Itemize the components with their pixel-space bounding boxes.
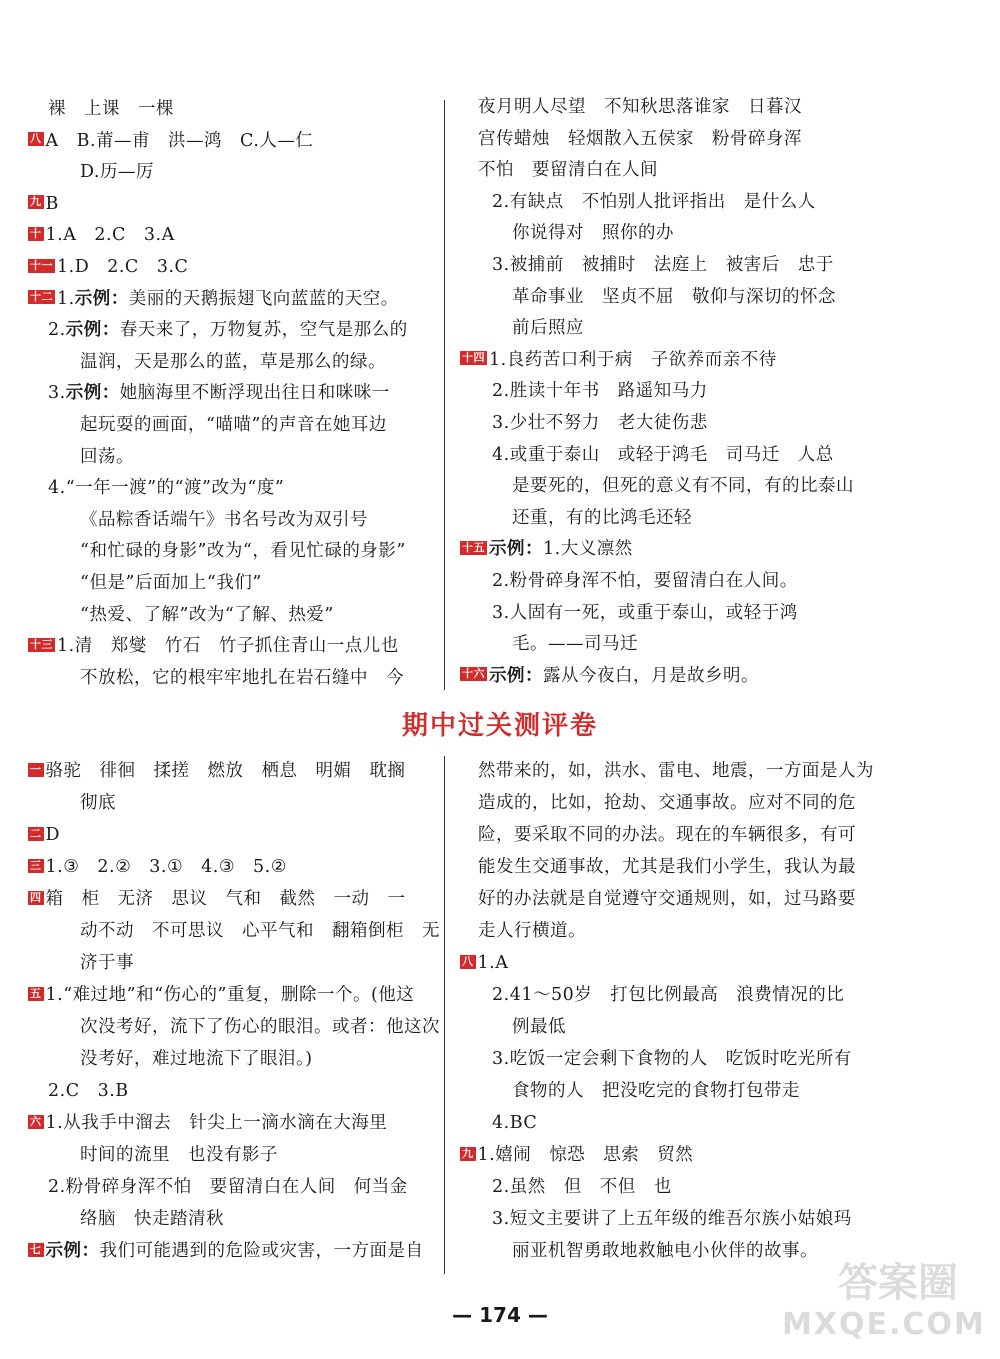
answer-line: [492, 598, 798, 628]
answer-line: [478, 92, 802, 122]
answer-line: [80, 157, 154, 187]
answer-line: [460, 661, 759, 691]
answer-line: [512, 629, 638, 659]
answer-line: [28, 1108, 387, 1138]
answer-line: [478, 756, 874, 786]
question-number-tag: 十一: [30, 258, 53, 272]
watermark-url: MXQE.COM: [782, 1307, 986, 1342]
answer-text: 我们可能遇到的危险或灾害，一方面是自: [99, 1241, 424, 1261]
answer-line: [28, 126, 313, 156]
answer-line: [492, 376, 708, 406]
answer-line: [80, 442, 134, 472]
column-divider-bottom: [444, 756, 445, 1274]
answer-text: 宫传蜡烛 轻烟散入五侯家 粉骨碎身浑: [478, 128, 802, 149]
answer-text: 《品粽香话端午》书名号改为双引号: [80, 509, 368, 530]
page-number: — 174 —: [452, 1303, 548, 1327]
answer-line: [80, 1204, 224, 1234]
answer-line: [28, 1236, 424, 1266]
answer-text: 食物的人 把没吃完的食物打包带走: [512, 1081, 800, 1101]
answer-text: 2.有缺点 不怕别人批评指出 是什么人: [492, 191, 816, 212]
answer-text: 4.“一年一渡”的“渡”改为“度”: [48, 478, 285, 499]
answer-line: [28, 189, 59, 219]
question-number-tag: 七: [30, 1242, 42, 1256]
answer-line: [80, 1012, 440, 1042]
example-label: 示例：: [65, 320, 120, 341]
answer-text: 2.粉骨碎身浑不怕，要留清白在人间。: [492, 571, 798, 591]
answer-line: [80, 788, 116, 818]
question-number-tag: 五: [30, 986, 42, 1000]
answer-line: [478, 852, 856, 882]
answer-text: 丽亚机智勇敢地救触电小伙伴的故事。: [512, 1241, 818, 1261]
answer-text: 例最低: [512, 1017, 566, 1037]
answer-line: [80, 600, 334, 630]
question-number-tag: 一: [30, 762, 42, 776]
answer-text: 济于事: [80, 953, 134, 973]
question-number-tag: 十四: [462, 351, 485, 365]
example-label: 示例：: [74, 288, 129, 309]
answer-text: 不怕 要留清白在人间: [478, 160, 658, 181]
answer-text: 温润，天是那么的蓝，草是那么的绿。: [80, 351, 386, 372]
answer-text: 是要死的，但死的意义有不同，有的比泰山: [512, 476, 854, 497]
answer-text: 起玩耍的画面，“喵喵”的声音在她耳边: [80, 415, 387, 435]
answer-text: 3.被捕前 被捕时 法庭上 被害后 忠于: [492, 255, 834, 275]
question-number-tag: 三: [30, 858, 42, 872]
answer-line: [512, 1076, 800, 1106]
answer-text: 能发生交通事故，尤其是我们小学生，我认为最: [478, 857, 856, 877]
answer-text: 她脑海里不断浮现出往日和咪咪一: [119, 383, 390, 404]
answer-line: [492, 440, 834, 470]
answer-text: 还重，有的比鸿毛还轻: [512, 507, 692, 528]
answer-line: [478, 884, 856, 914]
answer-text: D: [45, 825, 61, 845]
answer-text: 2.41～50岁 打包比例最高 浪费情况的比: [492, 985, 845, 1005]
answer-text: 革命事业 坚贞不屈 敬仰与深切的怀念: [512, 286, 836, 307]
answer-text: 险，要采取不同的办法。现在的车辆很多，有可: [478, 825, 856, 845]
answer-line: [28, 284, 399, 314]
answer-line: [80, 536, 406, 566]
answer-text: 3.吃饭一定会剩下食物的人 吃饭时吃光所有: [492, 1049, 852, 1069]
question-number-tag: 十二: [30, 290, 53, 304]
answer-line: [478, 155, 658, 185]
answer-text: 然带来的，如，洪水、雷电、地震，一方面是人为: [478, 761, 874, 781]
answer-text: 4.或重于泰山 或轻于鸿毛 司马迁 人总: [492, 444, 834, 465]
answer-line: [492, 408, 708, 438]
answer-text: B: [45, 193, 59, 214]
answer-line: [28, 756, 406, 786]
column-divider-top: [444, 100, 445, 690]
question-number-tag: 十: [30, 226, 42, 240]
answer-line: [492, 566, 798, 596]
answer-text: 没考好，难过地流下了眼泪。): [80, 1049, 313, 1069]
answer-text: 4.BC: [492, 1113, 538, 1133]
answer-line: [28, 631, 399, 661]
answer-text: “和忙碌的身影”改为“，看见忙碌的身影”: [80, 541, 406, 562]
answer-text: 3.短文主要讲了上五年级的维吾尔族小姑娘玛: [492, 1209, 852, 1229]
answer-text: 络脑 快走踏清秋: [80, 1209, 224, 1229]
answer-line: [512, 1012, 566, 1042]
answer-line: [512, 1236, 818, 1266]
question-number-tag: 九: [462, 1146, 474, 1160]
answer-line: [460, 534, 633, 564]
answer-text: 走人行横道。: [478, 921, 586, 941]
answer-text: 夜月明人尽望 不知秋思落谁家 日暮汉: [478, 97, 802, 117]
answer-line: [80, 663, 404, 693]
answer-line: [460, 948, 508, 978]
question-number-tag: 十三: [30, 637, 53, 651]
answer-text: 时间的流里 也没有影子: [80, 1145, 278, 1165]
answer-line: [80, 916, 440, 946]
answer-text: 春天来了，万物复苏，空气是那么的: [119, 320, 408, 341]
watermark-logo: 答案圈: [838, 1260, 958, 1306]
answer-text: “热爱、了解”改为“了解、热爱”: [80, 604, 334, 625]
answer-text: A B.莆—甫 洪—鸿 C.人—仁: [45, 130, 314, 151]
answer-text: 彻底: [80, 793, 116, 813]
question-number-tag: 四: [30, 890, 42, 904]
example-label: 示例：: [489, 539, 543, 560]
answer-line: [492, 980, 844, 1010]
example-label: 示例：: [45, 1241, 100, 1261]
answer-line: [492, 1108, 537, 1138]
answer-line: [80, 1140, 278, 1170]
answer-line: [80, 568, 262, 598]
answer-text: 美丽的天鹅振翅飞向蓝蓝的天空。: [128, 288, 399, 309]
answer-line: [28, 980, 414, 1010]
answer-text: 2.胜读十年书 路遥知马力: [492, 381, 708, 402]
answer-text: 造成的，比如，抢劫、交通事故。应对不同的危: [478, 793, 856, 813]
answer-text: 2.粉骨碎身浑不怕 要留清白在人间 何当金: [48, 1177, 408, 1197]
answer-line: [478, 916, 586, 946]
answer-text: 1.大义凛然: [543, 539, 633, 560]
answer-line: [28, 884, 406, 914]
answer-text: 毛。——司马迁: [512, 634, 638, 655]
answer-text: 裸 上课 一棵: [48, 99, 174, 119]
answer-line: [460, 1140, 693, 1170]
answer-text: 不放松，它的根牢牢地扎在岩石缝中 今: [80, 667, 404, 688]
answer-text: “但是”后面加上“我们”: [80, 573, 262, 593]
question-number-tag: 八: [30, 132, 42, 146]
example-label: 示例：: [65, 383, 120, 404]
question-number-tag: 二: [30, 826, 42, 840]
answer-text: 好的办法就是自觉遵守交通规则，如，过马路要: [478, 889, 856, 909]
answer-line: [48, 378, 390, 408]
answer-line: [478, 124, 802, 154]
answer-text: 1.: [57, 288, 75, 309]
question-number-tag: 十五: [462, 540, 485, 554]
answer-text: 1.A 2.C 3.A: [45, 225, 175, 246]
answer-text: 箱 柜 无济 思议 气和 截然 一动 一: [45, 889, 406, 909]
answer-text: 1.嬉闹 惊恐 思索 贸然: [477, 1145, 694, 1165]
answer-text: 动不动 不可思议 心平气和 翻箱倒柜 无: [80, 921, 440, 941]
answer-line: [80, 948, 134, 978]
answer-text: 3.: [48, 383, 66, 404]
answer-line: [48, 1172, 408, 1202]
answer-line: [80, 1044, 313, 1074]
answer-text: 3.少壮不努力 老大徒伤悲: [492, 413, 708, 433]
answer-line: [460, 345, 777, 375]
answer-line: [492, 250, 834, 280]
question-number-tag: 八: [462, 954, 474, 968]
answer-line: [492, 1204, 852, 1234]
answer-text: 前后照应: [512, 318, 584, 339]
answer-line: [492, 1172, 672, 1202]
answer-line: [478, 820, 856, 850]
answer-text: 2.: [48, 320, 66, 341]
answer-line: [492, 187, 816, 217]
answer-line: [28, 820, 60, 850]
answer-line: [512, 313, 584, 343]
answer-text: 1.良药苦口利于病 子欲养而亲不待: [489, 349, 777, 370]
answer-line: [28, 852, 287, 882]
question-number-tag: 九: [30, 195, 42, 209]
answer-line: [80, 347, 386, 377]
answer-text: 1.③ 2.② 3.① 4.③ 5.②: [45, 857, 287, 877]
question-number-tag: 十六: [462, 667, 485, 681]
example-label: 示例：: [489, 665, 543, 686]
answer-text: 次没考好，流下了伤心的眼泪。或者：他这次: [80, 1017, 440, 1037]
answer-text: 2.虽然 但 不但 也: [492, 1177, 672, 1197]
answer-text: 1.A: [477, 953, 509, 973]
section-title: 期中过关测评卷: [401, 711, 598, 741]
answer-line: [48, 94, 174, 124]
answer-line: [512, 471, 854, 501]
watermark: [778, 1243, 988, 1353]
answer-line: [512, 503, 692, 533]
answer-line: [48, 315, 408, 345]
answer-text: 骆驼 徘徊 揉搓 燃放 栖息 明媚 耽搁: [45, 761, 406, 781]
answer-text: 露从今夜白，月是故乡明。: [543, 665, 759, 686]
answer-text: 1.从我手中溜去 针尖上一滴水滴在大海里: [45, 1113, 388, 1133]
answer-line: [28, 252, 188, 282]
answer-line: [512, 218, 674, 248]
question-number-tag: 六: [30, 1114, 42, 1128]
answer-line: [80, 505, 368, 535]
answer-line: [28, 220, 175, 250]
answer-line: [80, 410, 387, 440]
answer-line: [48, 1076, 129, 1106]
answer-text: 回荡。: [80, 446, 134, 467]
answer-text: 1.清 郑燮 竹石 竹子抓住青山一点儿也: [57, 636, 399, 657]
answer-text: 2.C 3.B: [48, 1081, 129, 1101]
answer-line: [48, 473, 284, 503]
answer-text: 你说得对 照你的办: [512, 223, 674, 244]
answer-text: 3.人固有一死，或重于泰山，或轻于鸿: [492, 602, 798, 623]
answer-line: [512, 282, 836, 312]
answer-line: [492, 1044, 852, 1074]
answer-text: D.历—厉: [80, 162, 154, 183]
answer-text: 1.D 2.C 3.C: [57, 257, 189, 277]
answer-line: [478, 788, 856, 818]
answer-text: 1.“难过地”和“伤心的”重复，删除一个。(他这: [45, 985, 415, 1005]
